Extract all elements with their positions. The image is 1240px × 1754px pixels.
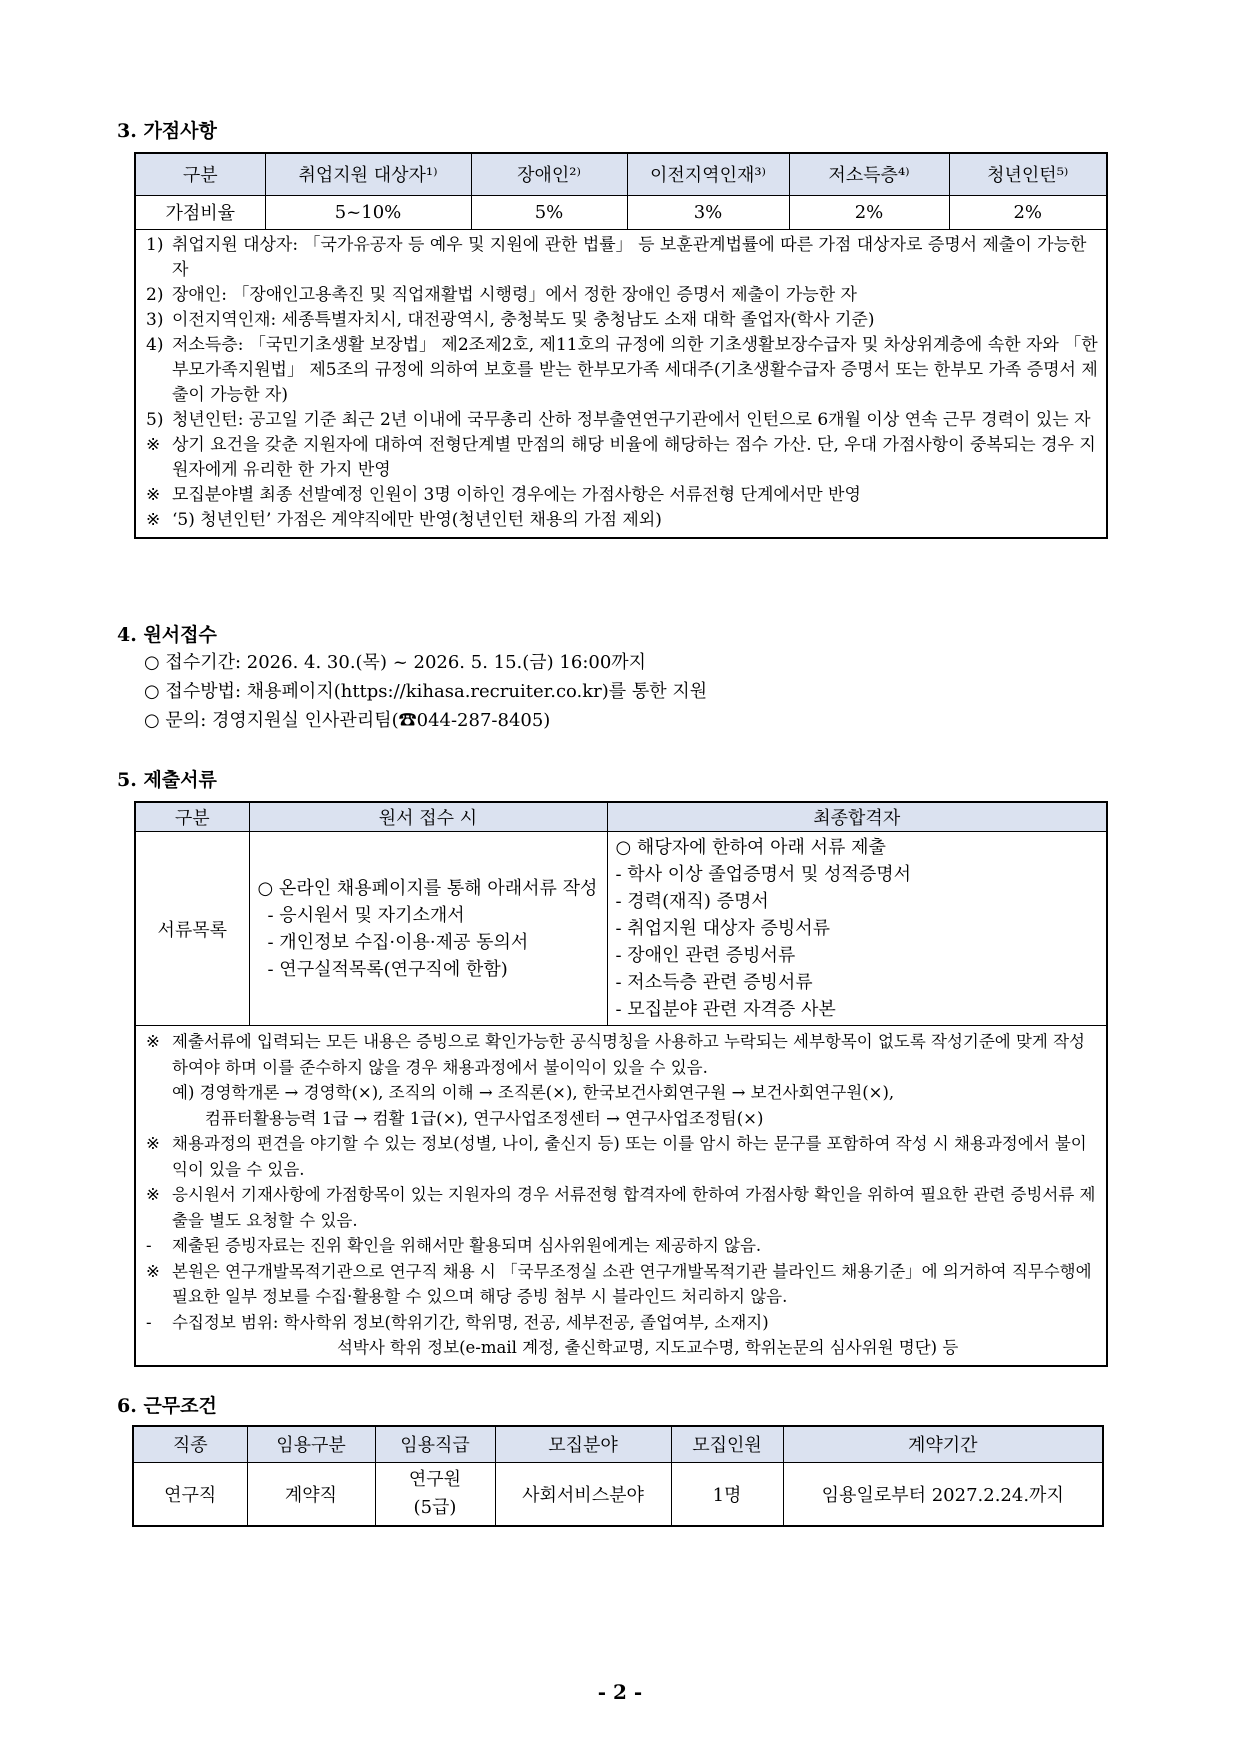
note-marker: ※ [146, 1032, 160, 1051]
note-text: 상기 요건을 갖춘 지원자에 대하여 전형단계별 만점의 해당 비율에 해당하는 점수 가산. 단, 우대 가점사항이 중복되는 경우 지원자에게 유리한 한 가지 반영 [172, 434, 1096, 480]
section-6-title: 6. 근무조건 [117, 1395, 217, 1417]
note-item [146, 233, 1098, 283]
note-item [146, 1335, 1098, 1361]
note-item [146, 1310, 1098, 1336]
documents-list-row [135, 832, 1107, 1026]
note-marker: 1) [146, 234, 164, 255]
inquiry-contact: ○ 문의: 경영지원실 인사관리팀(☎044-287-8405) [144, 710, 551, 731]
note-item [146, 1131, 1098, 1182]
note-text: 청년인턴: 공고일 기준 최근 2년 이내에 국무총리 산하 정부출연연구기관에서 인턴으로 6개월 이상 연속 근무 경력이 있는 자 [172, 409, 1091, 430]
header-cell: 직종 [133, 1426, 247, 1462]
note-marker: ※ [146, 1134, 160, 1153]
note-marker: ※ [146, 484, 161, 505]
note-text: 제출된 증빙자료는 진위 확인을 위해서만 활용되며 심사위원에게는 제공하지 않음. [172, 1236, 762, 1255]
bonus-table-header-row [135, 153, 1107, 195]
documents-notes-cell [135, 1026, 1107, 1366]
note-text: 장애인: 「장애인고용촉진 및 직업재활법 시행령」에서 정한 장애인 증명서 제출이 가능한 자 [172, 284, 857, 305]
note-text: 제출서류에 입력되는 모든 내용은 증빙으로 확인가능한 공식명칭을 사용하고 누락되는 세부항목이 없도록 작성기준에 맞게 작성하여야 하며 이를 준수하지 않을 경우 채용과정에서 불이익이 있을 수 있음. [172, 1032, 1085, 1077]
value-cell: 임용일로부터 2027.2.24.까지 [783, 1462, 1103, 1526]
note-text: 저소득층: 「국민기초생활 보장법」 제2조제2호, 제11호의 규정에 의한 기초생활보장수급자 및 차상위계층에 속한 자와 「한부모가족지원법」 제5조의 규정에 의하여 보호를 받는 한부모가족 세대주(기초생활수급자 증명서 또는 한부모 가족 증명서 제출이 가능한 자) [172, 334, 1098, 405]
value-cell: 2% [949, 195, 1107, 229]
note-text: 본원은 연구개발목적기관으로 연구직 채용 시 「국무조정실 소관 연구개발목적기관 블라인드 채용기준」에 의거하여 직무수행에 필요한 일부 정보를 수집·활용할 수 있으며 해당 증빙 첨부 시 블라인드 처리하지 않음. [172, 1261, 1092, 1306]
documents-table [134, 801, 1108, 1367]
list-item: - 취업지원 대상자 증빙서류 [615, 918, 831, 939]
header-cell: 이전지역인재³⁾ [627, 153, 789, 195]
value-cell: 연구원 (5급) [375, 1462, 495, 1526]
note-text: 수집정보 범위: 학사학위 정보(학위기간, 학위명, 전공, 세부전공, 졸업여부, 소재지) [172, 1312, 769, 1332]
value-cell: 5% [471, 195, 627, 229]
note-marker: ※ [146, 509, 161, 530]
work-conditions-table [132, 1425, 1104, 1527]
list-item: - 응시원서 및 자기소개서 [267, 904, 465, 926]
note-marker: - [146, 1236, 152, 1255]
list-item: - 모집분야 관련 자격증 사본 [615, 999, 836, 1020]
header-cell: 모집인원 [671, 1426, 783, 1462]
note-marker: ※ [146, 434, 161, 455]
header-cell: 저소득층⁴⁾ [789, 153, 949, 195]
note-marker: ※ [146, 1185, 160, 1204]
application-documents-cell [249, 832, 607, 1026]
value-cell: 계약직 [247, 1462, 375, 1526]
bonus-notes-cell [135, 229, 1107, 538]
note-marker: 3) [146, 309, 164, 330]
work-data-row [133, 1462, 1103, 1526]
section-3-title: 3. 가점사항 [117, 120, 217, 142]
note-text: 응시원서 기재사항에 가점항목이 있는 지원자의 경우 서류전형 합격자에 한하여 가점사항 확인을 위하여 필요한 관련 증빙서류 제출을 별도 요청할 수 있음. [172, 1185, 1096, 1230]
bonus-points-table [134, 152, 1108, 539]
note-item [146, 1106, 1098, 1132]
note-marker [146, 1335, 172, 1361]
list-item: - 학사 이상 졸업증명서 및 성적증명서 [615, 864, 912, 885]
note-item [146, 283, 1098, 308]
application-info-list [144, 648, 707, 735]
list-item: - 경력(재직) 증명서 [615, 891, 769, 912]
note-item [146, 1182, 1098, 1233]
note-marker [146, 1080, 172, 1106]
row-label-cell: 서류목록 [135, 832, 249, 1026]
list-item: ○ 해당자에 한하여 아래 서류 제출 [615, 837, 886, 858]
row-label-cell: 가점비율 [135, 195, 265, 229]
note-marker: 4) [146, 334, 164, 355]
note-item [146, 508, 1098, 533]
header-cell: 구분 [135, 153, 265, 195]
note-item [146, 1233, 1098, 1259]
header-cell: 장애인²⁾ [471, 153, 627, 195]
value-cell: 사회서비스분야 [495, 1462, 671, 1526]
value-cell: 5~10% [265, 195, 471, 229]
header-cell: 취업지원 대상자¹⁾ [265, 153, 471, 195]
header-cell: 임용구분 [247, 1426, 375, 1462]
header-cell: 임용직급 [375, 1426, 495, 1462]
note-marker: ※ [146, 1261, 160, 1281]
note-item [146, 333, 1098, 408]
value-cell: 연구직 [133, 1462, 247, 1526]
note-marker: 5) [146, 409, 164, 430]
list-item: - 연구실적목록(연구직에 한함) [267, 958, 508, 980]
bonus-table-data-row [135, 195, 1107, 229]
work-header-row [133, 1426, 1103, 1462]
list-item: - 개인정보 수집·이용·제공 동의서 [267, 931, 529, 953]
header-cell: 모집분야 [495, 1426, 671, 1462]
documents-header-row [135, 802, 1107, 832]
header-cell: 청년인턴⁵⁾ [949, 153, 1107, 195]
note-text: 채용과정의 편견을 야기할 수 있는 정보(성별, 나이, 출신지 등) 또는 이를 암시 하는 문구를 포함하여 작성 시 채용과정에서 불이익이 있을 수 있음. [172, 1134, 1087, 1179]
note-item [146, 408, 1098, 433]
note-marker: - [146, 1312, 152, 1332]
header-cell: 원서 접수 시 [249, 802, 607, 832]
final-documents-cell [607, 832, 1107, 1026]
value-cell: 3% [627, 195, 789, 229]
note-text: 컴퓨터활용능력 1급 → 컴활 1급(×), 연구사업조정센터 → 연구사업조정팀(×) [172, 1108, 764, 1128]
header-cell: 구분 [135, 802, 249, 832]
application-method: ○ 접수방법: 채용페이지(https://kihasa.recruiter.co.kr)를 통한 지원 [144, 681, 708, 702]
list-item: - 장애인 관련 증빙서류 [615, 945, 796, 966]
note-text: 예) 경영학개론 → 경영학(×), 조직의 이해 → 조직론(×), 한국보건사회연구원 → 보건사회연구원(×), [172, 1083, 895, 1102]
note-item [146, 1259, 1098, 1310]
header-cell: 계약기간 [783, 1426, 1103, 1462]
note-text: ‘5) 청년인턴’ 가점은 계약직에만 반영(청년인턴 채용의 가점 제외) [172, 509, 662, 530]
application-period: ○ 접수기간: 2026. 4. 30.(목) ~ 2026. 5. 15.(금) 16:00까지 [144, 652, 647, 673]
note-item [146, 433, 1098, 483]
value-cell: 1명 [671, 1462, 783, 1526]
section-4-title: 4. 원서접수 [117, 624, 217, 646]
note-item [146, 1080, 1098, 1106]
page-number: - 2 - [597, 1680, 643, 1704]
note-marker: 2) [146, 284, 164, 305]
note-text: 모집분야별 최종 선발예정 인원이 3명 이하인 경우에는 가점사항은 서류전형 단계에서만 반영 [172, 484, 861, 505]
note-item [146, 308, 1098, 333]
header-cell: 최종합격자 [607, 802, 1107, 832]
list-item: - 저소득층 관련 증빙서류 [615, 972, 813, 993]
note-text: 취업지원 대상자: 「국가유공자 등 예우 및 지원에 관한 법률」 등 보훈관계법률에 따른 가점 대상자로 증명서 제출이 가능한 자 [172, 234, 1087, 280]
note-item [146, 483, 1098, 508]
list-item: ○ 온라인 채용페이지를 통해 아래서류 작성 [257, 877, 598, 899]
note-item [146, 1029, 1098, 1080]
section-5-title: 5. 제출서류 [117, 769, 217, 791]
note-text: 석박사 학위 정보(e-mail 계정, 출신학교명, 지도교수명, 학위논문의 심사위원 명단) 등 [172, 1338, 959, 1357]
note-marker [146, 1106, 172, 1132]
value-cell: 2% [789, 195, 949, 229]
note-text: 이전지역인재: 세종특별자치시, 대전광역시, 충청북도 및 충청남도 소재 대학 졸업자(학사 기준) [172, 309, 875, 330]
